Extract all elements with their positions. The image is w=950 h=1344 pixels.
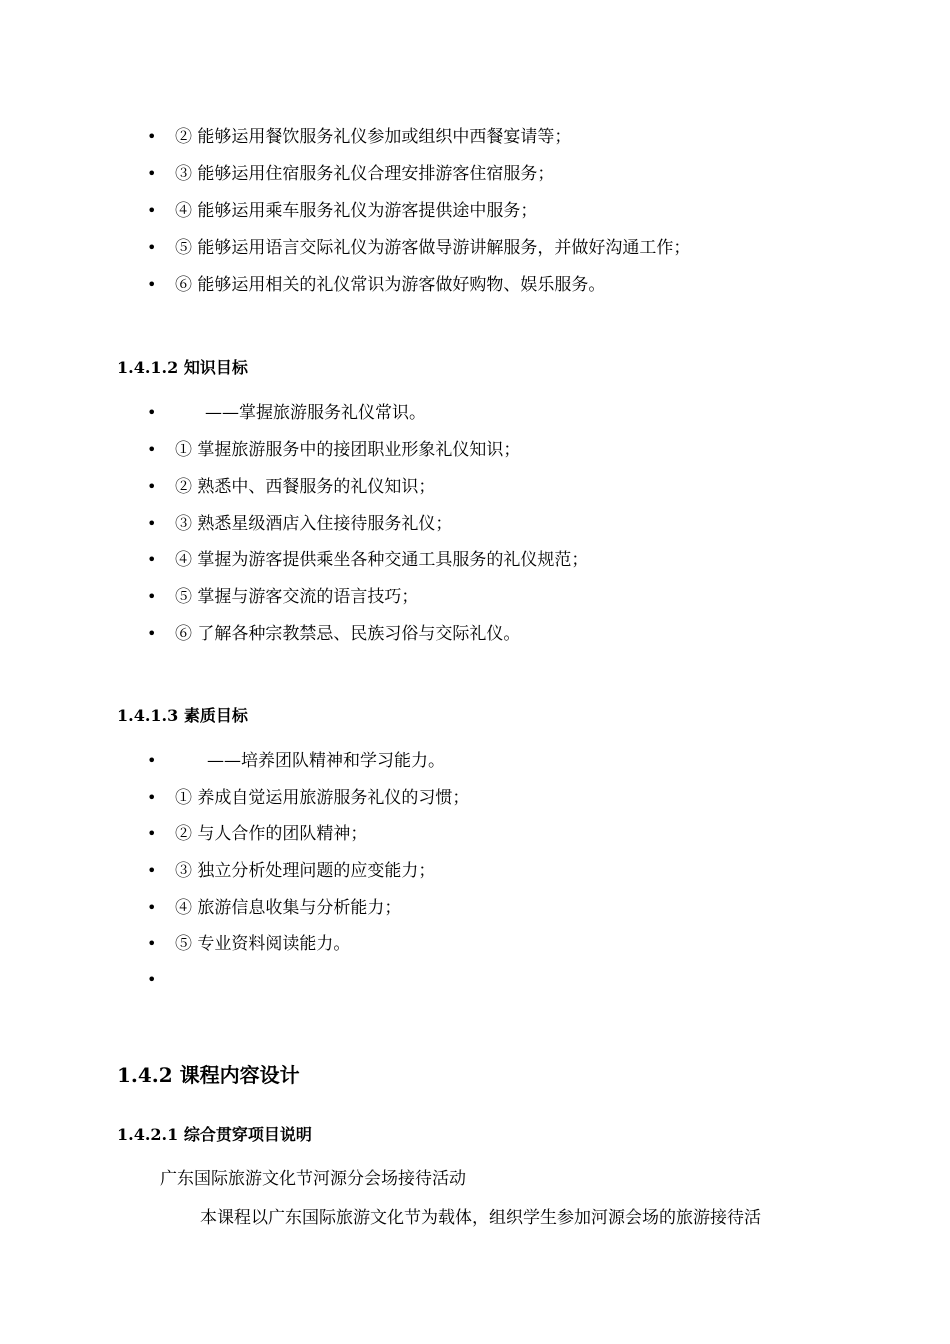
project-description-heading: 1.4.2.1 综合贯穿项目说明 xyxy=(117,1125,312,1144)
list-item: ② 与人合作的团队精神； xyxy=(175,824,368,844)
bullet-marker: • xyxy=(147,788,157,807)
bullet-marker: • xyxy=(147,751,157,770)
bullet-marker: • xyxy=(147,440,157,459)
bullet-marker: • xyxy=(147,275,157,294)
list-item: ④ 掌握为游客提供乘坐各种交通工具服务的礼仪规范； xyxy=(175,550,589,570)
bullet-marker: • xyxy=(147,861,157,880)
bullet-marker: • xyxy=(147,898,157,917)
list-item: ⑤ 能够运用语言交际礼仪为游客做导游讲解服务，并做好沟通工作； xyxy=(175,238,691,258)
bullet-marker: • xyxy=(147,127,157,146)
list-item: ⑥ 能够运用相关的礼仪常识为游客做好购物、娱乐服务。 xyxy=(175,275,606,295)
list-item: ④ 旅游信息收集与分析能力； xyxy=(175,898,402,918)
bullet-marker: • xyxy=(147,514,157,533)
course-content-heading: 1.4.2 课程内容设计 xyxy=(117,1063,300,1087)
project-title: 广东国际旅游文化节河源分会场接待活动 xyxy=(160,1169,466,1189)
list-item: ② 能够运用餐饮服务礼仪参加或组织中西餐宴请等； xyxy=(175,127,572,147)
bullet-marker: • xyxy=(147,201,157,220)
bullet-marker: • xyxy=(147,477,157,496)
list-item: ③ 熟悉星级酒店入住接待服务礼仪； xyxy=(175,514,453,534)
list-item: ① 养成自觉运用旅游服务礼仪的习惯； xyxy=(175,788,470,808)
bullet-marker: • xyxy=(147,403,157,422)
list-item: ① 掌握旅游服务中的接团职业形象礼仪知识； xyxy=(175,440,521,460)
list-intro: ——掌握旅游服务礼仪常识。 xyxy=(205,403,426,423)
bullet-marker: • xyxy=(147,164,157,183)
knowledge-objectives-heading: 1.4.1.2 知识目标 xyxy=(117,358,248,377)
list-item: ⑥ 了解各种宗教禁忌、民族习俗与交际礼仪。 xyxy=(175,624,521,644)
bullet-marker: • xyxy=(147,550,157,569)
list-item: ② 熟悉中、西餐服务的礼仪知识； xyxy=(175,477,436,497)
bullet-marker: • xyxy=(147,238,157,257)
bullet-marker: • xyxy=(147,824,157,843)
quality-objectives-heading: 1.4.1.3 素质目标 xyxy=(117,706,248,725)
list-item: ③ 能够运用住宿服务礼仪合理安排游客住宿服务； xyxy=(175,164,555,184)
list-item: ⑤ 掌握与游客交流的语言技巧； xyxy=(175,587,419,607)
bullet-marker: • xyxy=(147,587,157,606)
list-item: ③ 独立分析处理问题的应变能力； xyxy=(175,861,436,881)
bullet-marker: • xyxy=(147,934,157,953)
list-intro: ——培养团队精神和学习能力。 xyxy=(207,751,445,771)
bullet-marker: • xyxy=(147,624,157,643)
bullet-marker: • xyxy=(147,970,157,989)
list-item: ④ 能够运用乘车服务礼仪为游客提供途中服务； xyxy=(175,201,538,221)
body-paragraph: 本课程以广东国际旅游文化节为载体，组织学生参加河源会场的旅游接待活 xyxy=(200,1208,761,1228)
list-item: ⑤ 专业资料阅读能力。 xyxy=(175,934,351,954)
